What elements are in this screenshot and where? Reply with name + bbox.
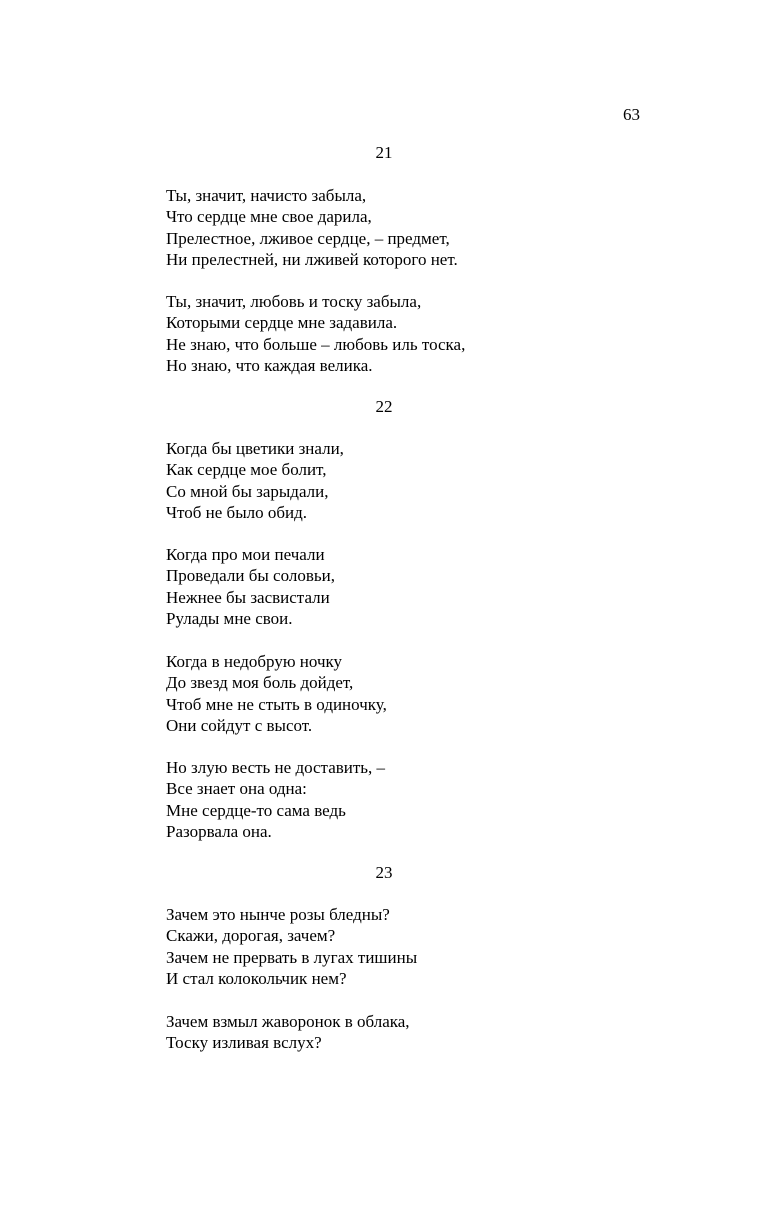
- poem-22-stanza-3: [166, 651, 686, 736]
- poem-21-stanza-1: [166, 185, 686, 270]
- verse-line: Ты, значит, начисто забыла,: [166, 186, 367, 205]
- verse-line: Не знаю, что больше – любовь иль тоска,: [166, 334, 466, 354]
- verse-line: Когда про мои печали: [166, 545, 325, 564]
- verse-line: Проведали бы соловьи,: [166, 566, 335, 586]
- verse-line: И стал колокольчик нем?: [166, 968, 347, 988]
- page-number: 63: [623, 105, 640, 124]
- verse-line: Зачем это нынче розы бледны?: [166, 905, 390, 924]
- poem-number-21: 21: [375, 143, 393, 162]
- verse-line: Как сердце мое болит,: [166, 460, 327, 480]
- verse-line: Разорвала она.: [166, 821, 272, 841]
- verse-line: Чтоб не было обид.: [166, 502, 307, 522]
- verse-line: Ты, значит, любовь и тоску забыла,: [166, 292, 422, 311]
- verse-line: Тоску изливая вслух?: [166, 1033, 322, 1053]
- verse-line: Мне сердце-то сама ведь: [166, 800, 346, 820]
- verse-line: Когда в недобрую ночку: [166, 652, 343, 671]
- verse-line: Рулады мне свои.: [166, 608, 293, 628]
- poem-number-22: 22: [375, 397, 393, 416]
- poem-number-23: 23: [375, 863, 393, 882]
- poem-22-stanza-2: [166, 544, 686, 629]
- verse-line: Скажи, дорогая, зачем?: [166, 926, 336, 946]
- verse-line: Чтоб мне не стыть в одиночку,: [166, 694, 387, 714]
- verse-line: Со мной бы зарыдали,: [166, 481, 329, 501]
- verse-line: Когда бы цветики знали,: [166, 439, 344, 458]
- verse-line: Зачем взмыл жаворонок в облака,: [166, 1012, 410, 1031]
- poem-22-stanza-1: [166, 438, 686, 523]
- verse-line: Все знает она одна:: [166, 779, 307, 799]
- poem-22-stanza-4: [166, 757, 686, 842]
- poem-23-stanza-1: [166, 904, 686, 989]
- verse-line: Что сердце мне свое дарила,: [166, 207, 372, 227]
- verse-line: Но злую весть не доставить, –: [166, 758, 386, 777]
- verse-line: Нежнее бы засвистали: [166, 587, 330, 607]
- verse-line: До звезд моя боль дойдет,: [166, 673, 354, 693]
- poem-21-stanza-2: [166, 291, 686, 376]
- verse-line: Прелестное, лживое сердце, – предмет,: [166, 228, 450, 248]
- verse-line: Они сойдут с высот.: [166, 715, 313, 735]
- verse-line: Но знаю, что каждая велика.: [166, 355, 373, 375]
- verse-line: Зачем не прервать в лугах тишины: [166, 947, 418, 967]
- verse-line: Которыми сердце мне задавила.: [166, 313, 398, 333]
- poem-23-stanza-2: [166, 1011, 686, 1054]
- verse-line: Ни прелестней, ни лживей которого нет.: [166, 249, 458, 269]
